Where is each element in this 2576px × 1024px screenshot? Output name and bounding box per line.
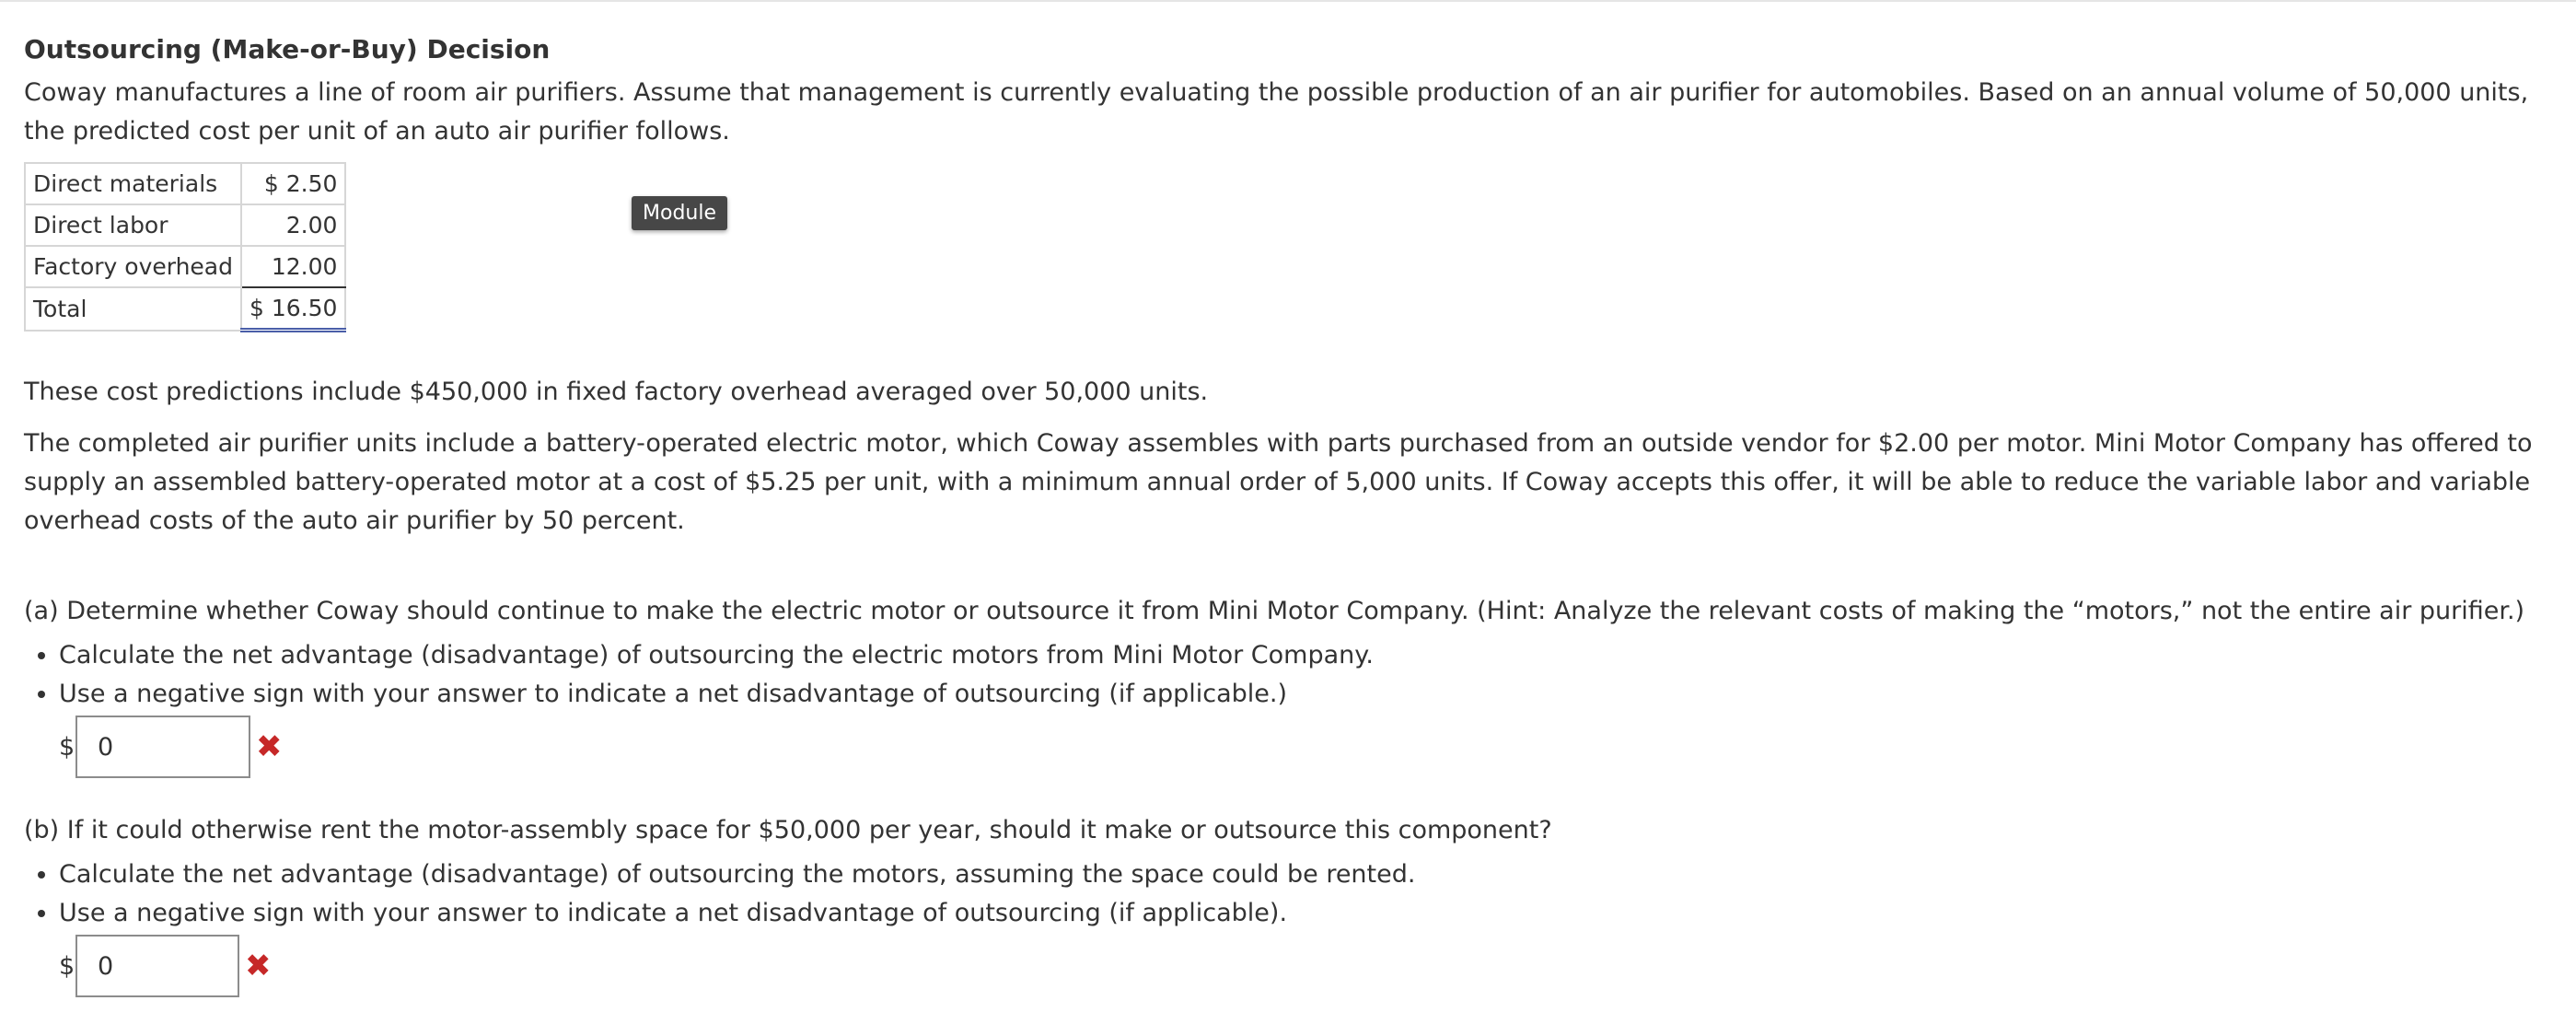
motor-paragraph: The completed air purifier units include a battery-operated electric motor, which Coway assembles with parts purchased from an outside vendor for $2.00 per motor. Mini Motor Company has offered to supply an assembled battery-operated motor at a cost of $5.25 per unit, with a minimum annual order of 5,000 units. If Coway accepts this offer, it will be able to reduce the variable labor and variable overhead costs of the auto air purifier by 50 percent. — [24, 429, 2533, 535]
question-a-bullets — [24, 636, 2556, 714]
page-title: Outsourcing (Make-or-Buy) Decision — [24, 34, 551, 64]
cost-label: Direct labor — [25, 204, 241, 246]
answer-b-input[interactable] — [75, 935, 239, 997]
table-row — [25, 246, 345, 287]
top-divider — [0, 0, 2576, 2]
table-row — [25, 204, 345, 246]
cost-value: $ 2.50 — [241, 163, 345, 204]
list-item: • Calculate the net advantage (disadvantage) of outsourcing the motors, assuming the space could be rented. — [59, 855, 2556, 894]
cost-total-value: $ 16.50 — [241, 287, 345, 331]
question-b-bullets — [24, 855, 2556, 933]
currency-symbol: $ — [59, 732, 75, 762]
cost-label: Factory overhead — [25, 246, 241, 287]
table-row — [25, 163, 345, 204]
cost-label: Total — [25, 287, 241, 331]
intro-paragraph: Coway manufactures a line of room air purifiers. Assume that management is currently evaluating the possible production of an air purifier for automobiles. Based on an annual volume of 50,000 units, the predicted cost per unit of an auto air purifier follows. — [24, 78, 2529, 145]
question-a — [24, 592, 2556, 778]
cost-label: Direct materials — [25, 163, 241, 204]
incorrect-x-icon: ✖ — [256, 728, 283, 765]
answer-a-row — [59, 716, 2556, 778]
cost-value: 2.00 — [241, 204, 345, 246]
cost-table — [24, 162, 346, 332]
list-item: • Use a negative sign with your answer to indicate a net disadvantage of outsourcing (if applicable). — [59, 894, 2556, 933]
cost-value: 12.00 — [241, 246, 345, 287]
currency-symbol: $ — [59, 951, 75, 981]
incorrect-x-icon: ✖ — [245, 948, 272, 984]
answer-a-input[interactable] — [75, 716, 250, 778]
table-row-total — [25, 287, 345, 331]
fixed-overhead-paragraph: These cost predictions include $450,000 in fixed factory overhead averaged over 50,000 units. — [24, 378, 1209, 406]
question-b-prompt: (b) If it could otherwise rent the motor-assembly space for $50,000 per year, should it make or outsource this component? — [24, 816, 1552, 844]
list-item: • Calculate the net advantage (disadvantage) of outsourcing the electric motors from Mini Motor Company. — [59, 636, 2556, 675]
answer-b-row — [59, 935, 2556, 997]
question-a-prompt: (a) Determine whether Coway should continue to make the electric motor or outsource it from Mini Motor Company. (Hint: Analyze the relevant costs of making the “motors,” not the entire air purifier.) — [24, 597, 2525, 625]
list-item: • Use a negative sign with your answer to indicate a net disadvantage of outsourcing (if applicable.) — [59, 675, 2556, 714]
module-button[interactable]: Module — [632, 196, 727, 230]
question-b — [24, 811, 2556, 997]
problem-container — [24, 26, 2556, 997]
